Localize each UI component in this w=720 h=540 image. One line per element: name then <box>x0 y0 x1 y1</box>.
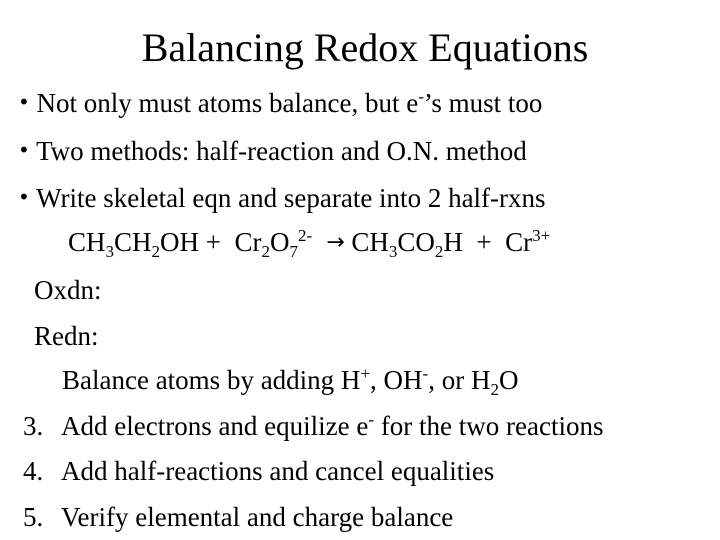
step-5-text: Verify elemental and charge balance <box>61 502 454 532</box>
step-number: 3. <box>23 411 44 441</box>
step-3-text: Add electrons and equilize e <box>61 411 369 441</box>
bullet-1 <box>18 86 542 119</box>
oxidation-label: Oxdn: <box>34 275 102 305</box>
bullet-marker: • <box>18 90 30 114</box>
electron-charge: - <box>418 87 424 106</box>
plus-sign: + <box>199 227 235 257</box>
reduction-label: Redn: <box>34 321 99 351</box>
bullet-marker: • <box>18 138 30 162</box>
chromium-ion-formula: $Cr^{3+}$ <box>505 226 551 257</box>
step-5 <box>23 501 453 533</box>
bullet-2 <box>18 134 527 167</box>
step-3-text-end: for the two reactions <box>374 411 604 441</box>
bullet-1-text: Not only must atoms balance, but e <box>36 88 419 118</box>
skeletal-equation <box>68 226 550 259</box>
step-4-text: Add half-reactions and cancel equalities <box>61 456 495 486</box>
dichromate-formula: $Cr_2O_7^{2-}$ <box>234 226 313 261</box>
balance-atoms-line: Balance atoms by adding H+, OH-, or $H_2O$ <box>62 364 519 399</box>
reaction-arrow-icon: → <box>326 230 345 255</box>
acetic-acid-formula: $CH_3CO_2H$ <box>344 227 463 261</box>
bullet-2-text: Two methods: half-reaction and O.N. method <box>36 136 527 166</box>
electron-charge: - <box>368 410 375 429</box>
step-4 <box>23 455 494 487</box>
bullet-3 <box>18 181 546 214</box>
bullet-1-text-end: ’s must too <box>423 88 543 118</box>
plus-sign: + <box>462 227 506 257</box>
slide-title: Balancing Redox Equations <box>141 25 589 70</box>
bullet-3-text: Write skeletal eqn and separate into 2 half-rxns <box>36 183 546 213</box>
ethanol-formula: $CH_3CH_2OH$ <box>68 227 200 261</box>
bullet-marker: • <box>18 185 30 209</box>
step-3 <box>23 410 603 442</box>
step-number: 4. <box>23 456 44 486</box>
step-number: 5. <box>23 502 44 532</box>
